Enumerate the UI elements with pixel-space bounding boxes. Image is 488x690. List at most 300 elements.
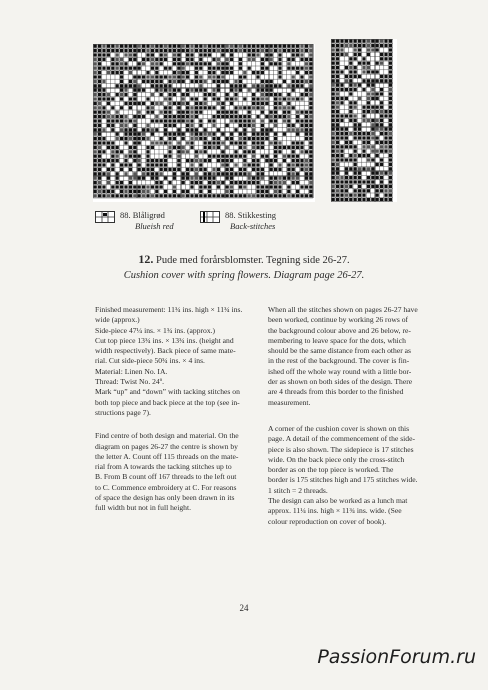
stitch-cell <box>164 111 167 114</box>
stitch-cell <box>138 185 141 188</box>
stitch-cell <box>230 97 233 100</box>
stitch-cell <box>164 106 167 109</box>
stitch-cell <box>389 88 392 91</box>
stitch-cell <box>256 137 259 140</box>
stitch-cell <box>94 141 97 144</box>
stitch-cell <box>305 111 308 114</box>
stitch-cell <box>208 45 211 48</box>
stitch-cell <box>168 49 171 52</box>
stitch-cell <box>146 124 149 127</box>
stitch-cell <box>164 133 167 136</box>
stitch-cell <box>168 133 171 136</box>
stitch-cell <box>164 194 167 197</box>
stitch-cell <box>221 106 224 109</box>
stitch-cell <box>116 58 119 61</box>
stitch-cell <box>305 150 308 153</box>
stitch-cell <box>164 128 167 131</box>
text-line: piece is also shown. The sidepiece is 17 stitches <box>268 444 414 454</box>
stitch-cell <box>190 115 193 118</box>
stitch-cell <box>177 163 180 166</box>
stitch-cell <box>278 115 281 118</box>
stitch-cell <box>221 49 224 52</box>
stitch-cell <box>309 71 312 74</box>
stitch-cell <box>384 75 387 78</box>
stitch-cell <box>226 146 229 149</box>
stitch-cell <box>336 75 339 78</box>
stitch-cell <box>168 93 171 96</box>
stitch-cell <box>305 93 308 96</box>
stitch-cell <box>199 84 202 87</box>
stitch-cell <box>389 145 392 148</box>
stitch-cell <box>190 177 193 180</box>
stitch-cell <box>336 40 339 43</box>
stitch-cell <box>300 67 303 70</box>
text-line: full width but not in full height. <box>95 503 191 513</box>
stitch-cell <box>384 194 387 197</box>
stitch-cell <box>367 101 370 104</box>
stitch-cell <box>287 102 290 105</box>
stitch-cell <box>256 49 259 52</box>
stitch-cell <box>133 115 136 118</box>
stitch-cell <box>195 177 198 180</box>
stitch-cell <box>371 176 374 179</box>
legend-code-name: 88. Blåligrød <box>120 210 165 220</box>
corner-stitch-chart <box>93 44 315 202</box>
stitch-cell <box>199 62 202 65</box>
stitch-cell <box>239 137 242 140</box>
stitch-cell <box>261 111 264 114</box>
stitch-cell <box>354 167 357 170</box>
stitch-cell <box>195 67 198 70</box>
stitch-cell <box>204 168 207 171</box>
stitch-cell <box>305 185 308 188</box>
stitch-cell <box>168 111 171 114</box>
stitch-cell <box>248 89 251 92</box>
stitch-cell <box>94 155 97 158</box>
stitch-cell <box>287 58 290 61</box>
stitch-cell <box>204 133 207 136</box>
stitch-cell <box>376 141 379 144</box>
stitch-cell <box>389 110 392 113</box>
stitch-cell <box>199 137 202 140</box>
stitch-cell <box>270 84 273 87</box>
stitch-cell <box>217 181 220 184</box>
stitch-cell <box>190 80 193 83</box>
stitch-cell <box>107 124 110 127</box>
stitch-cell <box>199 185 202 188</box>
stitch-cell <box>389 132 392 135</box>
stitch-cell <box>300 49 303 52</box>
stitch-cell <box>296 133 299 136</box>
stitch-cell <box>332 84 335 87</box>
stitch-cell <box>138 62 141 65</box>
stitch-cell <box>129 155 132 158</box>
stitch-cell <box>252 194 255 197</box>
text-line: rial. Cut side-piece 50¾ ins. × 4 ins. <box>95 356 205 366</box>
stitch-cell <box>155 172 158 175</box>
stitch-cell <box>261 49 264 52</box>
stitch-cell <box>168 194 171 197</box>
stitch-cell <box>116 45 119 48</box>
stitch-cell <box>349 101 352 104</box>
stitch-cell <box>292 80 295 83</box>
stitch-cell <box>332 132 335 135</box>
stitch-cell <box>116 67 119 70</box>
stitch-cell <box>336 62 339 65</box>
stitch-cell <box>186 45 189 48</box>
stitch-cell <box>336 189 339 192</box>
stitch-cell <box>345 75 348 78</box>
stitch-cell <box>230 194 233 197</box>
stitch-cell <box>296 53 299 56</box>
stitch-cell <box>116 155 119 158</box>
stitch-cell <box>367 136 370 139</box>
stitch-cell <box>345 198 348 201</box>
stitch-cell <box>296 181 299 184</box>
stitch-cell <box>173 146 176 149</box>
stitch-cell <box>138 190 141 193</box>
stitch-cell <box>389 57 392 60</box>
stitch-cell <box>177 119 180 122</box>
stitch-cell <box>190 53 193 56</box>
stitch-cell <box>252 141 255 144</box>
stitch-cell <box>362 62 365 65</box>
stitch-cell <box>340 132 343 135</box>
stitch-cell <box>278 75 281 78</box>
stitch-cell <box>332 66 335 69</box>
stitch-cell <box>155 177 158 180</box>
stitch-cell <box>124 128 127 131</box>
stitch-cell <box>278 45 281 48</box>
stitch-cell <box>376 110 379 113</box>
stitch-cell <box>98 45 101 48</box>
stitch-cell <box>292 172 295 175</box>
stitch-cell <box>380 119 383 122</box>
stitch-cell <box>261 137 264 140</box>
stitch-cell <box>164 163 167 166</box>
stitch-cell <box>151 185 154 188</box>
stitch-cell <box>230 172 233 175</box>
stitch-cell <box>151 111 154 114</box>
stitch-cell <box>261 172 264 175</box>
stitch-cell <box>133 172 136 175</box>
stitch-cell <box>292 168 295 171</box>
stitch-cell <box>283 49 286 52</box>
stitch-cell <box>190 128 193 131</box>
stitch-cell <box>204 172 207 175</box>
stitch-cell <box>305 115 308 118</box>
stitch-cell <box>309 84 312 87</box>
stitch-cell <box>204 89 207 92</box>
stitch-cell <box>230 168 233 171</box>
text-line: the background colour above and 26 below, re- <box>268 325 411 335</box>
stitch-cell <box>98 106 101 109</box>
stitch-cell <box>204 159 207 162</box>
stitch-cell <box>367 66 370 69</box>
stitch-cell <box>239 146 242 149</box>
stitch-cell <box>155 80 158 83</box>
stitch-cell <box>340 176 343 179</box>
stitch-cell <box>332 114 335 117</box>
stitch-cell <box>208 53 211 56</box>
stitch-cell <box>107 67 110 70</box>
stitch-cell <box>182 137 185 140</box>
stitch-cell <box>164 168 167 171</box>
stitch-cell <box>265 190 268 193</box>
stitch-cell <box>94 84 97 87</box>
stitch-cell <box>155 89 158 92</box>
stitch-cell <box>94 163 97 166</box>
stitch-cell <box>305 128 308 131</box>
stitch-cell <box>204 106 207 109</box>
stitch-cell <box>340 194 343 197</box>
stitch-cell <box>234 163 237 166</box>
stitch-cell <box>380 150 383 153</box>
stitch-cell <box>243 124 246 127</box>
stitch-cell <box>358 48 361 51</box>
stitch-cell <box>292 128 295 131</box>
stitch-cell <box>199 177 202 180</box>
stitch-cell <box>133 141 136 144</box>
stitch-cell <box>243 141 246 144</box>
stitch-cell <box>195 137 198 140</box>
stitch-cell <box>287 128 290 131</box>
stitch-cell <box>239 119 242 122</box>
stitch-cell <box>107 159 110 162</box>
stitch-cell <box>124 89 127 92</box>
stitch-cell <box>133 133 136 136</box>
stitch-cell <box>164 177 167 180</box>
stitch-cell <box>292 150 295 153</box>
stitch-cell <box>349 40 352 43</box>
stitch-cell <box>389 150 392 153</box>
stitch-cell <box>362 40 365 43</box>
stitch-cell <box>160 80 163 83</box>
stitch-cell <box>252 168 255 171</box>
stitch-cell <box>94 190 97 193</box>
stitch-cell <box>164 115 167 118</box>
stitch-cell <box>305 168 308 171</box>
stitch-cell <box>173 49 176 52</box>
stitch-cell <box>340 128 343 131</box>
stitch-cell <box>129 49 132 52</box>
stitch-cell <box>107 115 110 118</box>
stitch-cell <box>300 119 303 122</box>
stitch-cell <box>173 93 176 96</box>
stitch-cell <box>146 53 149 56</box>
stitch-cell <box>265 133 268 136</box>
stitch-cell <box>217 172 220 175</box>
stitch-cell <box>186 62 189 65</box>
stitch-cell <box>389 176 392 179</box>
stitch-cell <box>164 84 167 87</box>
stitch-cell <box>376 92 379 95</box>
stitch-cell <box>305 159 308 162</box>
stitch-cell <box>376 163 379 166</box>
stitch-cell <box>243 71 246 74</box>
text-line: measurement. <box>268 397 311 407</box>
stitch-cell <box>358 136 361 139</box>
stitch-cell <box>380 101 383 104</box>
stitch-cell <box>296 159 299 162</box>
stitch-cell <box>129 146 132 149</box>
stitch-cell <box>230 89 233 92</box>
stitch-cell <box>376 189 379 192</box>
stitch-cell <box>354 66 357 69</box>
stitch-cell <box>345 114 348 117</box>
stitch-cell <box>252 163 255 166</box>
stitch-cell <box>309 155 312 158</box>
stitch-cell <box>208 141 211 144</box>
stitch-cell <box>287 194 290 197</box>
stitch-cell <box>367 198 370 201</box>
stitch-cell <box>362 141 365 144</box>
stitch-cell <box>283 80 286 83</box>
stitch-cell <box>300 53 303 56</box>
stitch-cell <box>107 172 110 175</box>
stitch-cell <box>177 45 180 48</box>
stitch-cell <box>349 106 352 109</box>
stitch-cell <box>389 40 392 43</box>
stitch-cell <box>146 71 149 74</box>
stitch-cell <box>146 159 149 162</box>
stitch-cell <box>336 141 339 144</box>
legend-translation: Back-stitches <box>230 221 276 231</box>
stitch-cell <box>133 97 136 100</box>
stitch-cell <box>98 84 101 87</box>
stitch-cell <box>367 84 370 87</box>
stitch-cell <box>309 141 312 144</box>
stitch-cell <box>234 111 237 114</box>
stitch-cell <box>309 150 312 153</box>
stitch-cell <box>177 150 180 153</box>
stitch-cell <box>380 114 383 117</box>
stitch-cell <box>168 115 171 118</box>
stitch-cell <box>142 115 145 118</box>
stitch-cell <box>278 185 281 188</box>
stitch-cell <box>292 155 295 158</box>
stitch-cell <box>133 58 136 61</box>
stitch-cell <box>160 137 163 140</box>
stitch-cell <box>354 145 357 148</box>
stitch-cell <box>340 154 343 157</box>
stitch-cell <box>252 150 255 153</box>
left-paragraph-1 <box>95 305 261 418</box>
stitch-cell <box>384 141 387 144</box>
stitch-cell <box>332 145 335 148</box>
stitch-cell <box>309 124 312 127</box>
stitch-cell <box>371 79 374 82</box>
stitch-cell <box>362 79 365 82</box>
stitch-cell <box>376 194 379 197</box>
stitch-cell <box>358 189 361 192</box>
stitch-cell <box>133 155 136 158</box>
stitch-cell <box>278 97 281 100</box>
stitch-cell <box>199 194 202 197</box>
stitch-cell <box>98 172 101 175</box>
stitch-cell <box>120 185 123 188</box>
stitch-cell <box>305 163 308 166</box>
stitch-cell <box>256 75 259 78</box>
stitch-cell <box>138 67 141 70</box>
stitch-cell <box>354 136 357 139</box>
stitch-cell <box>199 133 202 136</box>
stitch-cell <box>261 62 264 65</box>
stitch-cell <box>199 168 202 171</box>
stitch-cell <box>146 128 149 131</box>
stitch-cell <box>98 115 101 118</box>
stitch-cell <box>94 49 97 52</box>
stitch-cell <box>309 75 312 78</box>
stitch-cell <box>94 102 97 105</box>
stitch-cell <box>371 128 374 131</box>
stitch-cell <box>309 80 312 83</box>
stitch-cell <box>336 84 339 87</box>
stitch-cell <box>248 45 251 48</box>
stitch-cell <box>98 67 101 70</box>
stitch-cell <box>182 67 185 70</box>
stitch-cell <box>362 110 365 113</box>
stitch-cell <box>345 185 348 188</box>
stitch-cell <box>287 67 290 70</box>
stitch-cell <box>133 190 136 193</box>
stitch-cell <box>107 181 110 184</box>
stitch-cell <box>234 194 237 197</box>
stitch-cell <box>124 141 127 144</box>
stitch-cell <box>133 159 136 162</box>
stitch-cell <box>221 194 224 197</box>
stitch-cell <box>358 53 361 56</box>
stitch-cell <box>186 102 189 105</box>
stitch-cell <box>124 49 127 52</box>
stitch-cell <box>256 102 259 105</box>
stitch-cell <box>111 71 114 74</box>
stitch-cell <box>212 146 215 149</box>
stitch-cell <box>234 150 237 153</box>
stitch-cell <box>292 67 295 70</box>
stitch-cell <box>160 53 163 56</box>
stitch-cell <box>239 141 242 144</box>
right-paragraph-2 <box>268 424 424 527</box>
stitch-cell <box>217 58 220 61</box>
stitch-cell <box>354 40 357 43</box>
stitch-cell <box>168 45 171 48</box>
text-line: diagram on pages 26-27 the centre is shown by <box>95 441 238 451</box>
stitch-cell <box>367 176 370 179</box>
stitch-cell <box>248 67 251 70</box>
stitch-cell <box>292 89 295 92</box>
stitch-cell <box>292 146 295 149</box>
stitch-cell <box>332 110 335 113</box>
stitch-cell <box>296 155 299 158</box>
stitch-cell <box>362 136 365 139</box>
stitch-cell <box>151 62 154 65</box>
stitch-cell <box>354 57 357 60</box>
stitch-cell <box>230 111 233 114</box>
stitch-cell <box>138 159 141 162</box>
stitch-cell <box>371 119 374 122</box>
stitch-cell <box>234 45 237 48</box>
stitch-cell <box>230 190 233 193</box>
stitch-cell <box>98 190 101 193</box>
stitch-cell <box>212 155 215 158</box>
stitch-cell <box>177 89 180 92</box>
stitch-cell <box>287 172 290 175</box>
stitch-cell <box>248 150 251 153</box>
stitch-cell <box>256 194 259 197</box>
stitch-cell <box>212 67 215 70</box>
stitch-cell <box>371 70 374 73</box>
